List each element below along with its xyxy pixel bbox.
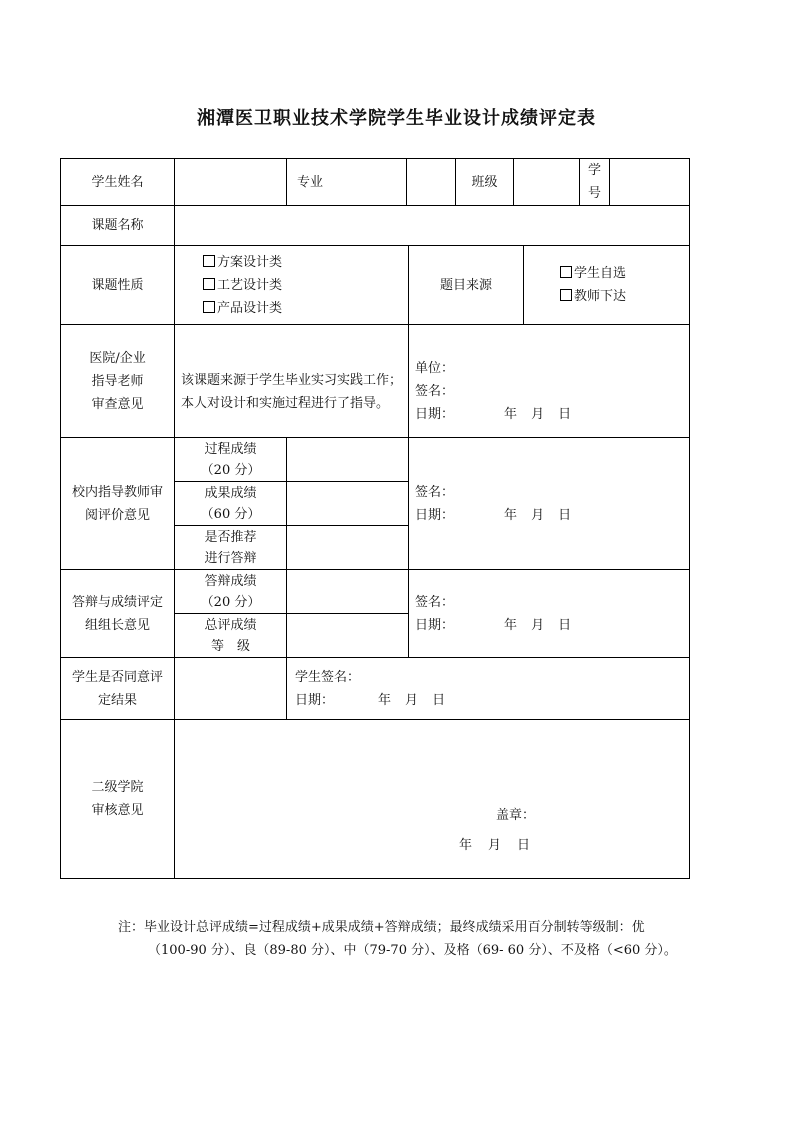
topic-label: 课题名称 xyxy=(61,206,175,246)
nature-label: 课题性质 xyxy=(61,246,175,325)
date-line: 日期： 年 月 日 xyxy=(295,692,446,708)
class-label: 班级 xyxy=(456,159,514,206)
footnote xyxy=(118,916,678,962)
source-options xyxy=(524,246,690,325)
sign-label: 签名： xyxy=(415,383,455,399)
date-line: 日期： 年 月 日 xyxy=(415,617,572,633)
nature-option-process[interactable]: 工艺设计类 xyxy=(203,274,402,297)
nature-options xyxy=(175,246,409,325)
student-name-field[interactable] xyxy=(175,159,287,206)
agree-signature-block xyxy=(287,658,690,720)
recommend-defense-label: 是否推荐 进行答辩 xyxy=(175,526,287,570)
hospital-review-label: 医院/企业 指导老师 审查意见 xyxy=(61,325,175,438)
process-score-field[interactable] xyxy=(287,438,409,482)
date-line: 年 月 日 xyxy=(459,838,531,853)
major-field[interactable] xyxy=(407,159,456,206)
hospital-signature-block xyxy=(409,325,690,438)
agree-field[interactable] xyxy=(175,658,287,720)
nature-option-product[interactable]: 产品设计类 xyxy=(203,297,402,320)
overall-grade-field[interactable] xyxy=(287,614,409,658)
nature-option-scheme[interactable]: 方案设计类 xyxy=(203,251,402,274)
class-field[interactable] xyxy=(514,159,580,206)
defense-review-label: 答辩与成绩评定 组组长意见 xyxy=(61,570,175,658)
checkbox-icon[interactable] xyxy=(203,255,215,267)
major-label: 专业 xyxy=(287,159,407,206)
agree-label: 学生是否同意评 定结果 xyxy=(61,658,175,720)
defense-score-field[interactable] xyxy=(287,570,409,614)
school-review-label: 校内指导教师审 阅评价意见 xyxy=(61,438,175,570)
defense-signature-block xyxy=(409,570,690,658)
student-name-label: 学生姓名 xyxy=(61,159,175,206)
footnote-line-2: （100-90 分）、良（89-80 分）、中（79-70 分）、及格（69- 60 分）、不及格（<60 分）。 xyxy=(148,943,677,958)
checkbox-icon[interactable] xyxy=(560,289,572,301)
source-option-self[interactable]: 学生自选 xyxy=(560,262,683,285)
college-review-field[interactable] xyxy=(175,720,690,879)
overall-grade-label: 总评成绩 等 级 xyxy=(175,614,287,658)
defense-score-label: 答辩成绩 （20 分） xyxy=(175,570,287,614)
date-line: 日期： 年 月 日 xyxy=(415,507,572,523)
date-line: 日期： 年 月 日 xyxy=(415,406,572,422)
school-signature-block xyxy=(409,438,690,570)
recommend-defense-field[interactable] xyxy=(287,526,409,570)
source-option-teacher[interactable]: 教师下达 xyxy=(560,285,683,308)
sign-label: 签名： xyxy=(415,484,455,500)
checkbox-icon[interactable] xyxy=(560,266,572,278)
student-id-field[interactable] xyxy=(610,159,690,206)
sign-label: 签名： xyxy=(415,594,455,610)
result-score-field[interactable] xyxy=(287,482,409,526)
hospital-statement: 该课题来源于学生毕业实习实践工作；本人对设计和实施过程进行了指导。 xyxy=(175,325,409,438)
grade-form-table xyxy=(60,158,690,879)
student-id-label: 学号 xyxy=(580,159,610,206)
process-score-label: 过程成绩 （20 分） xyxy=(175,438,287,482)
checkbox-icon[interactable] xyxy=(203,278,215,290)
unit-label: 单位： xyxy=(415,360,455,376)
page-title: 湘潭医卫职业技术学院学生毕业设计成绩评定表 xyxy=(197,108,596,129)
result-score-label: 成果成绩 （60 分） xyxy=(175,482,287,526)
seal-label: 盖章： xyxy=(496,808,536,823)
college-review-label: 二级学院 审核意见 xyxy=(61,720,175,879)
student-sign-label: 学生签名： xyxy=(295,669,361,685)
source-label: 题目来源 xyxy=(409,246,524,325)
footnote-line-1: 注：毕业设计总评成绩=过程成绩+成果成绩+答辩成绩；最终成绩采用百分制转等级制：优 xyxy=(118,920,645,935)
topic-field[interactable] xyxy=(175,206,690,246)
checkbox-icon[interactable] xyxy=(203,301,215,313)
